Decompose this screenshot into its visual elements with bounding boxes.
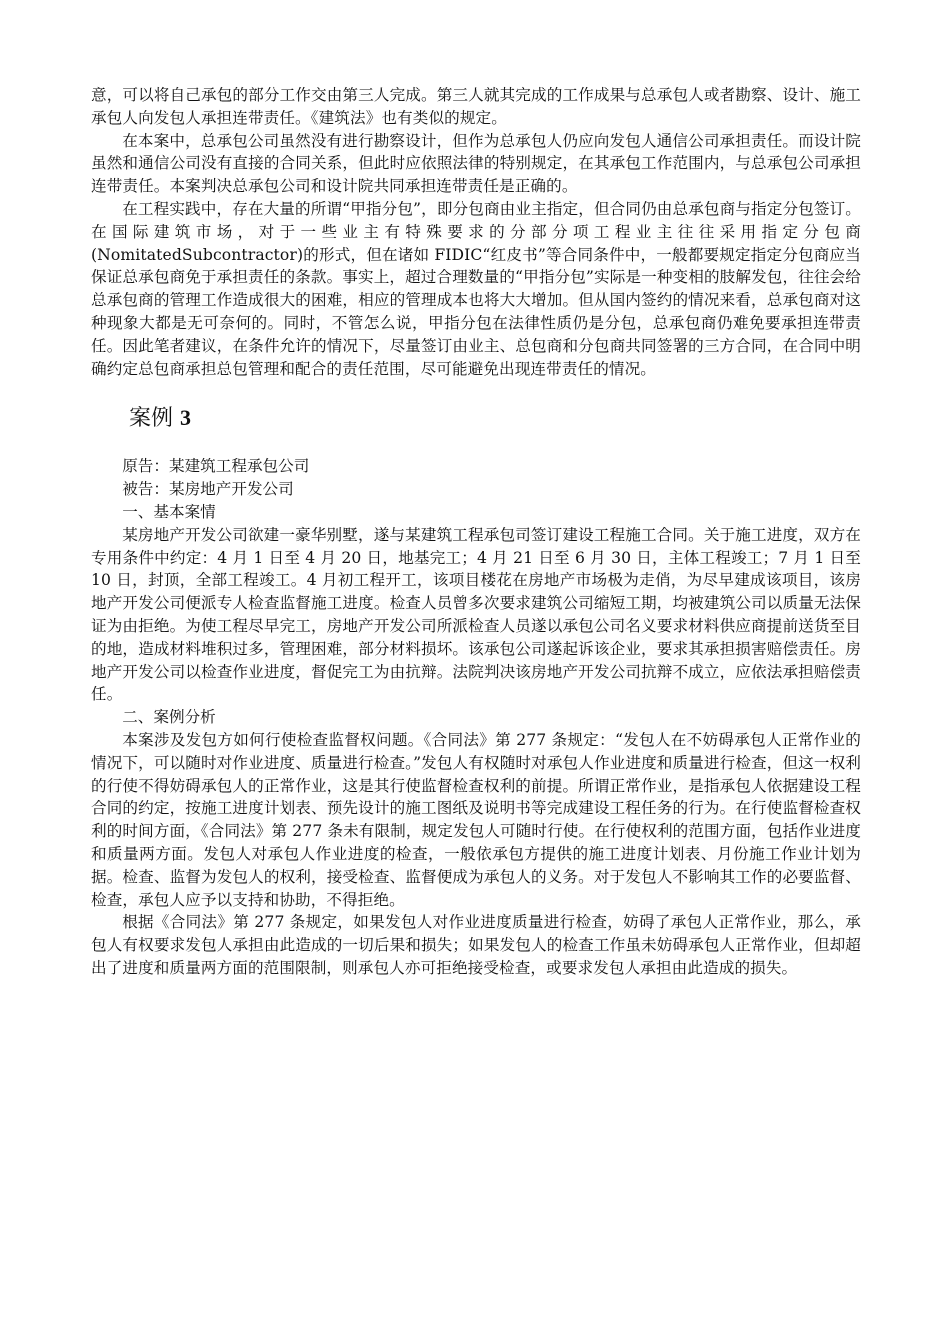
case-heading-text: 案例 (129, 406, 174, 432)
paragraph-continued: 意，可以将自己承包的部分工作交由第三人完成。第三人就其完成的工作成果与总承包人或者勘察、设计、施工承包人向发包人承担连带责任。《建筑法》也有类似的规定。 (91, 86, 861, 127)
section-title-analysis: 二、案例分析 (122, 708, 216, 727)
document-page (91, 84, 861, 980)
paragraph-analysis-1: 本案涉及发包方如何行使检查监督权问题。《合同法》第 277 条规定：“发包人在不妨碍承包人正常作业的情况下，可以随时对作业进度、质量进行检查。”发包人有权随时对承包人作业进度和质量进行检查，但这一权利的行使不得妨碍承包人的正常作业，这是其行使监督检查权利的前提。所谓正常作业，是指承包人依据建设工程合同的约定，按施工进度计划表、预先设计的施工图纸及说明书等完成建设工程任务的行为。在行使监督检查权利的时间方面，《合同法》第 277 条未有限制，规定发包人可随时行使。在行使权利的范围方面，包括作业进度和质量两方面。发包人对承包人作业进度的检查，一般依承包方提供的施工进度计划表、月份施工作业计划为据。检查、监督为发包人的权利，接受检查、监督便成为承包人的义务。对于发包人不影响其工作的必要监督、检查，承包人应予以支持和协助，不得拒绝。 (91, 730, 861, 909)
paragraph-analysis-2: 根据《合同法》第 277 条规定，如果发包人对作业进度质量进行检查，妨碍了承包人正常作业，那么，承包人有权要求发包人承担由此造成的一切后果和损失；如果发包人的检查工作虽未妨碍承包人正常作业，但却超出了进度和质量两方面的范围限制，则承包人亦可拒绝接受检查，或要求发包人承担由此造成的损失。 (91, 913, 861, 977)
paragraph-basic-facts: 某房地产开发公司欲建一豪华别墅，遂与某建筑工程承包司签订建设工程施工合同。关于施工进度，双方在专用条件中约定：4 月 1 日至 4 月 20 日，地基完工；4 月 21 日至 6 月 30 日，主体工程竣工；7 月 1 日至 10 日，封顶，全部工程竣工。4 月初工程开工，该项目楼花在房地产市场极为走俏，为尽早建成该项目，该房地产开发公司便派专人检查监督施工进度。检查人员曾多次要求建筑公司缩短工期，均被建筑公司以质量无法保证为由拒绝。为使工程尽早完工，房地产开发公司所派检查人员遂以承包公司名义要求材料供应商提前送货至目的地，造成材料堆积过多，管理困难，部分材料损坏。该承包公司遂起诉该企业，要求其承担损害赔偿责任。房地产开发公司以检查作业进度，督促完工为由抗辩。法院判决该房地产开发公司抗辩不成立，应依法承担赔偿责任。 (91, 525, 861, 704)
case-heading-number: 3 (180, 405, 192, 431)
defendant-line: 被告：某房地产开发公司 (122, 480, 294, 499)
section-title-basic-facts: 一、基本案情 (122, 502, 216, 521)
case-heading (129, 402, 861, 435)
paragraph-practice-note: 在工程实践中，存在大量的所谓“甲指分包”，即分包商由业主指定，但合同仍由总承包商与指定分包签订。在国际建筑市场，对于一些业主有特殊要求的分部分项工程业主往往采用指定分包商(NomitatedSubcontractor)的形式，但在诸如 FIDIC“红皮书”等合同条件中，一般都要规定指定分包商应当保证总承包商免于承担责任的条款。事实上，超过合理数量的“甲指分包”实际是一种变相的肢解发包，往往会给总承包商的管理工作造成很大的困难，相应的管理成本也将大大增加。但从国内签约的情况来看，总承包商对这种现象大都是无可奈何的。同时，不管怎么说，甲指分包在法律性质仍是分包，总承包商仍难免要承担连带责任。因此笔者建议，在条件允许的情况下，尽量签订由业主、总包商和分包商共同签署的三方合同，在合同中明确约定总包商承担总包管理和配合的责任范围，尽可能避免出现连带责任的情况。 (91, 199, 861, 378)
plaintiff-line: 原告：某建筑工程承包公司 (122, 457, 310, 476)
paragraph-case-analysis: 在本案中，总承包公司虽然没有进行勘察设计，但作为总承包人仍应向发包人通信公司承担责任。而设计院虽然和通信公司没有直接的合同关系，但此时应依照法律的特别规定，在其承包工作范围内，与总承包公司承担连带责任。本案判决总承包公司和设计院共同承担连带责任是正确的。 (91, 131, 861, 196)
